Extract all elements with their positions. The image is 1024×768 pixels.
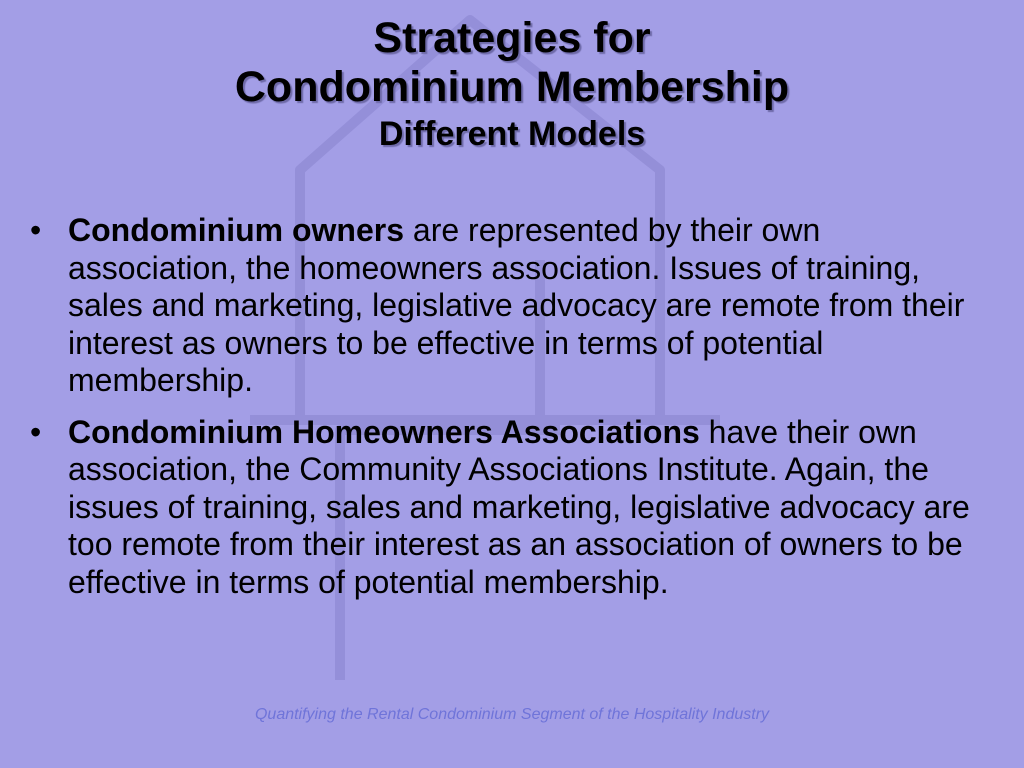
bullet-icon: •: [30, 212, 42, 248]
bullet-lead: Condominium owners: [68, 212, 404, 248]
title-line-1: Strategies for: [373, 14, 651, 62]
bullet-lead: Condominium Homeowners Associations: [68, 413, 700, 450]
bullet-list: [28, 212, 988, 615]
slide-title: [0, 14, 1024, 156]
bullet-item: [28, 414, 988, 602]
bullet-text: have their own association, the Community Associations Institute. Again, the issues of training, sales and marketing, legislative advocacy are too remote from their interest as an association of owners to be effective in terms of potential membership.: [68, 413, 970, 600]
slide-subtitle: Different Models: [378, 115, 646, 153]
bullet-text: are represented by their own association, the homeowners association. Issues of training, sales and marketing, legislative advocacy are remote from their interest as owners to be effective in terms of potential membership.: [68, 212, 965, 398]
bullet-item: [28, 212, 988, 400]
slide-footer: Quantifying the Rental Condominium Segment of the Hospitality Industry: [254, 706, 770, 723]
title-line-2: Condominium Membership: [234, 63, 790, 111]
bullet-icon: •: [30, 413, 42, 450]
